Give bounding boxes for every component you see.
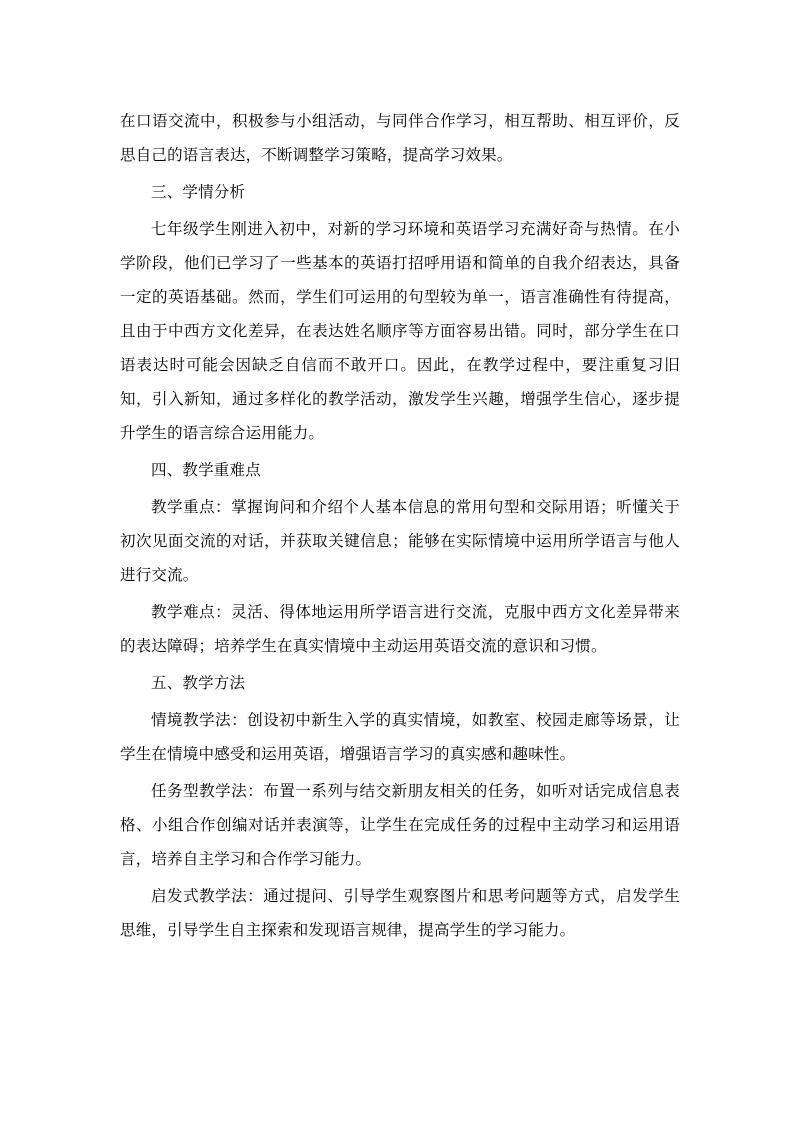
paragraph-task-based-method: 任务型教学法：布置一系列与结交新朋友相关的任务，如听对话完成信息表格、小组合作创编对话并表演等，让学生在完成任务的过程中主动学习和运用语言，培养自主学习和合作学习能力。 [120,782,680,868]
paragraph-situational-method: 情境教学法：创设初中新生入学的真实情境，如教室、校园走廊等场景，让学生在情境中感受和运用英语，增强语言学习的真实感和趣味性。 [120,711,680,763]
paragraph-learner-analysis: 七年级学生刚进入初中，对新的学习环境和英语学习充满好奇与热情。在小学阶段，他们已学习了一些基本的英语打招呼用语和简单的自我介绍表达，具备一定的英语基础。然而，学生们可运用的句型较为单一，语言准确性有待提高，且由于中西方文化差异，在表达姓名顺序等方面容易出错。同时，部分学生在口语表达时可能会因缺乏自信而不敢开口。因此，在教学过程中，要注重复习旧知，引入新知，通过多样化的教学活动，激发学生兴趣，增强学生信心，逐步提升学生的语言综合运用能力。 [120,220,680,442]
paragraph-heuristic-method: 启发式教学法：通过提问、引导学生观察图片和思考问题等方式，启发学生思维，引导学生自主探索和发现语言规律，提高学生的学习能力。 [120,887,680,939]
section-heading-key-difficult-points: 四、教学重难点 [151,461,261,479]
section-heading-teaching-methods: 五、教学方法 [151,674,246,692]
document-body [120,104,680,947]
paragraph-difficult-points: 教学难点：灵活、得体地运用所学语言进行交流，克服中西方文化差异带来的表达障碍；培养学生在真实情境中主动运用英语交流的意识和习惯。 [120,603,680,655]
paragraph-oral-communication: 在口语交流中，积极参与小组活动，与同伴合作学习，相互帮助、相互评价，反思自己的语言表达，不断调整学习策略，提高学习效果。 [120,112,680,164]
paragraph-key-points: 教学重点：掌握询问和介绍个人基本信息的常用句型和交际用语；听懂关于初次见面交流的对话，并获取关键信息；能够在实际情境中运用所学语言与他人进行交流。 [120,498,680,584]
section-heading-learner-analysis: 三、学情分析 [151,183,246,201]
